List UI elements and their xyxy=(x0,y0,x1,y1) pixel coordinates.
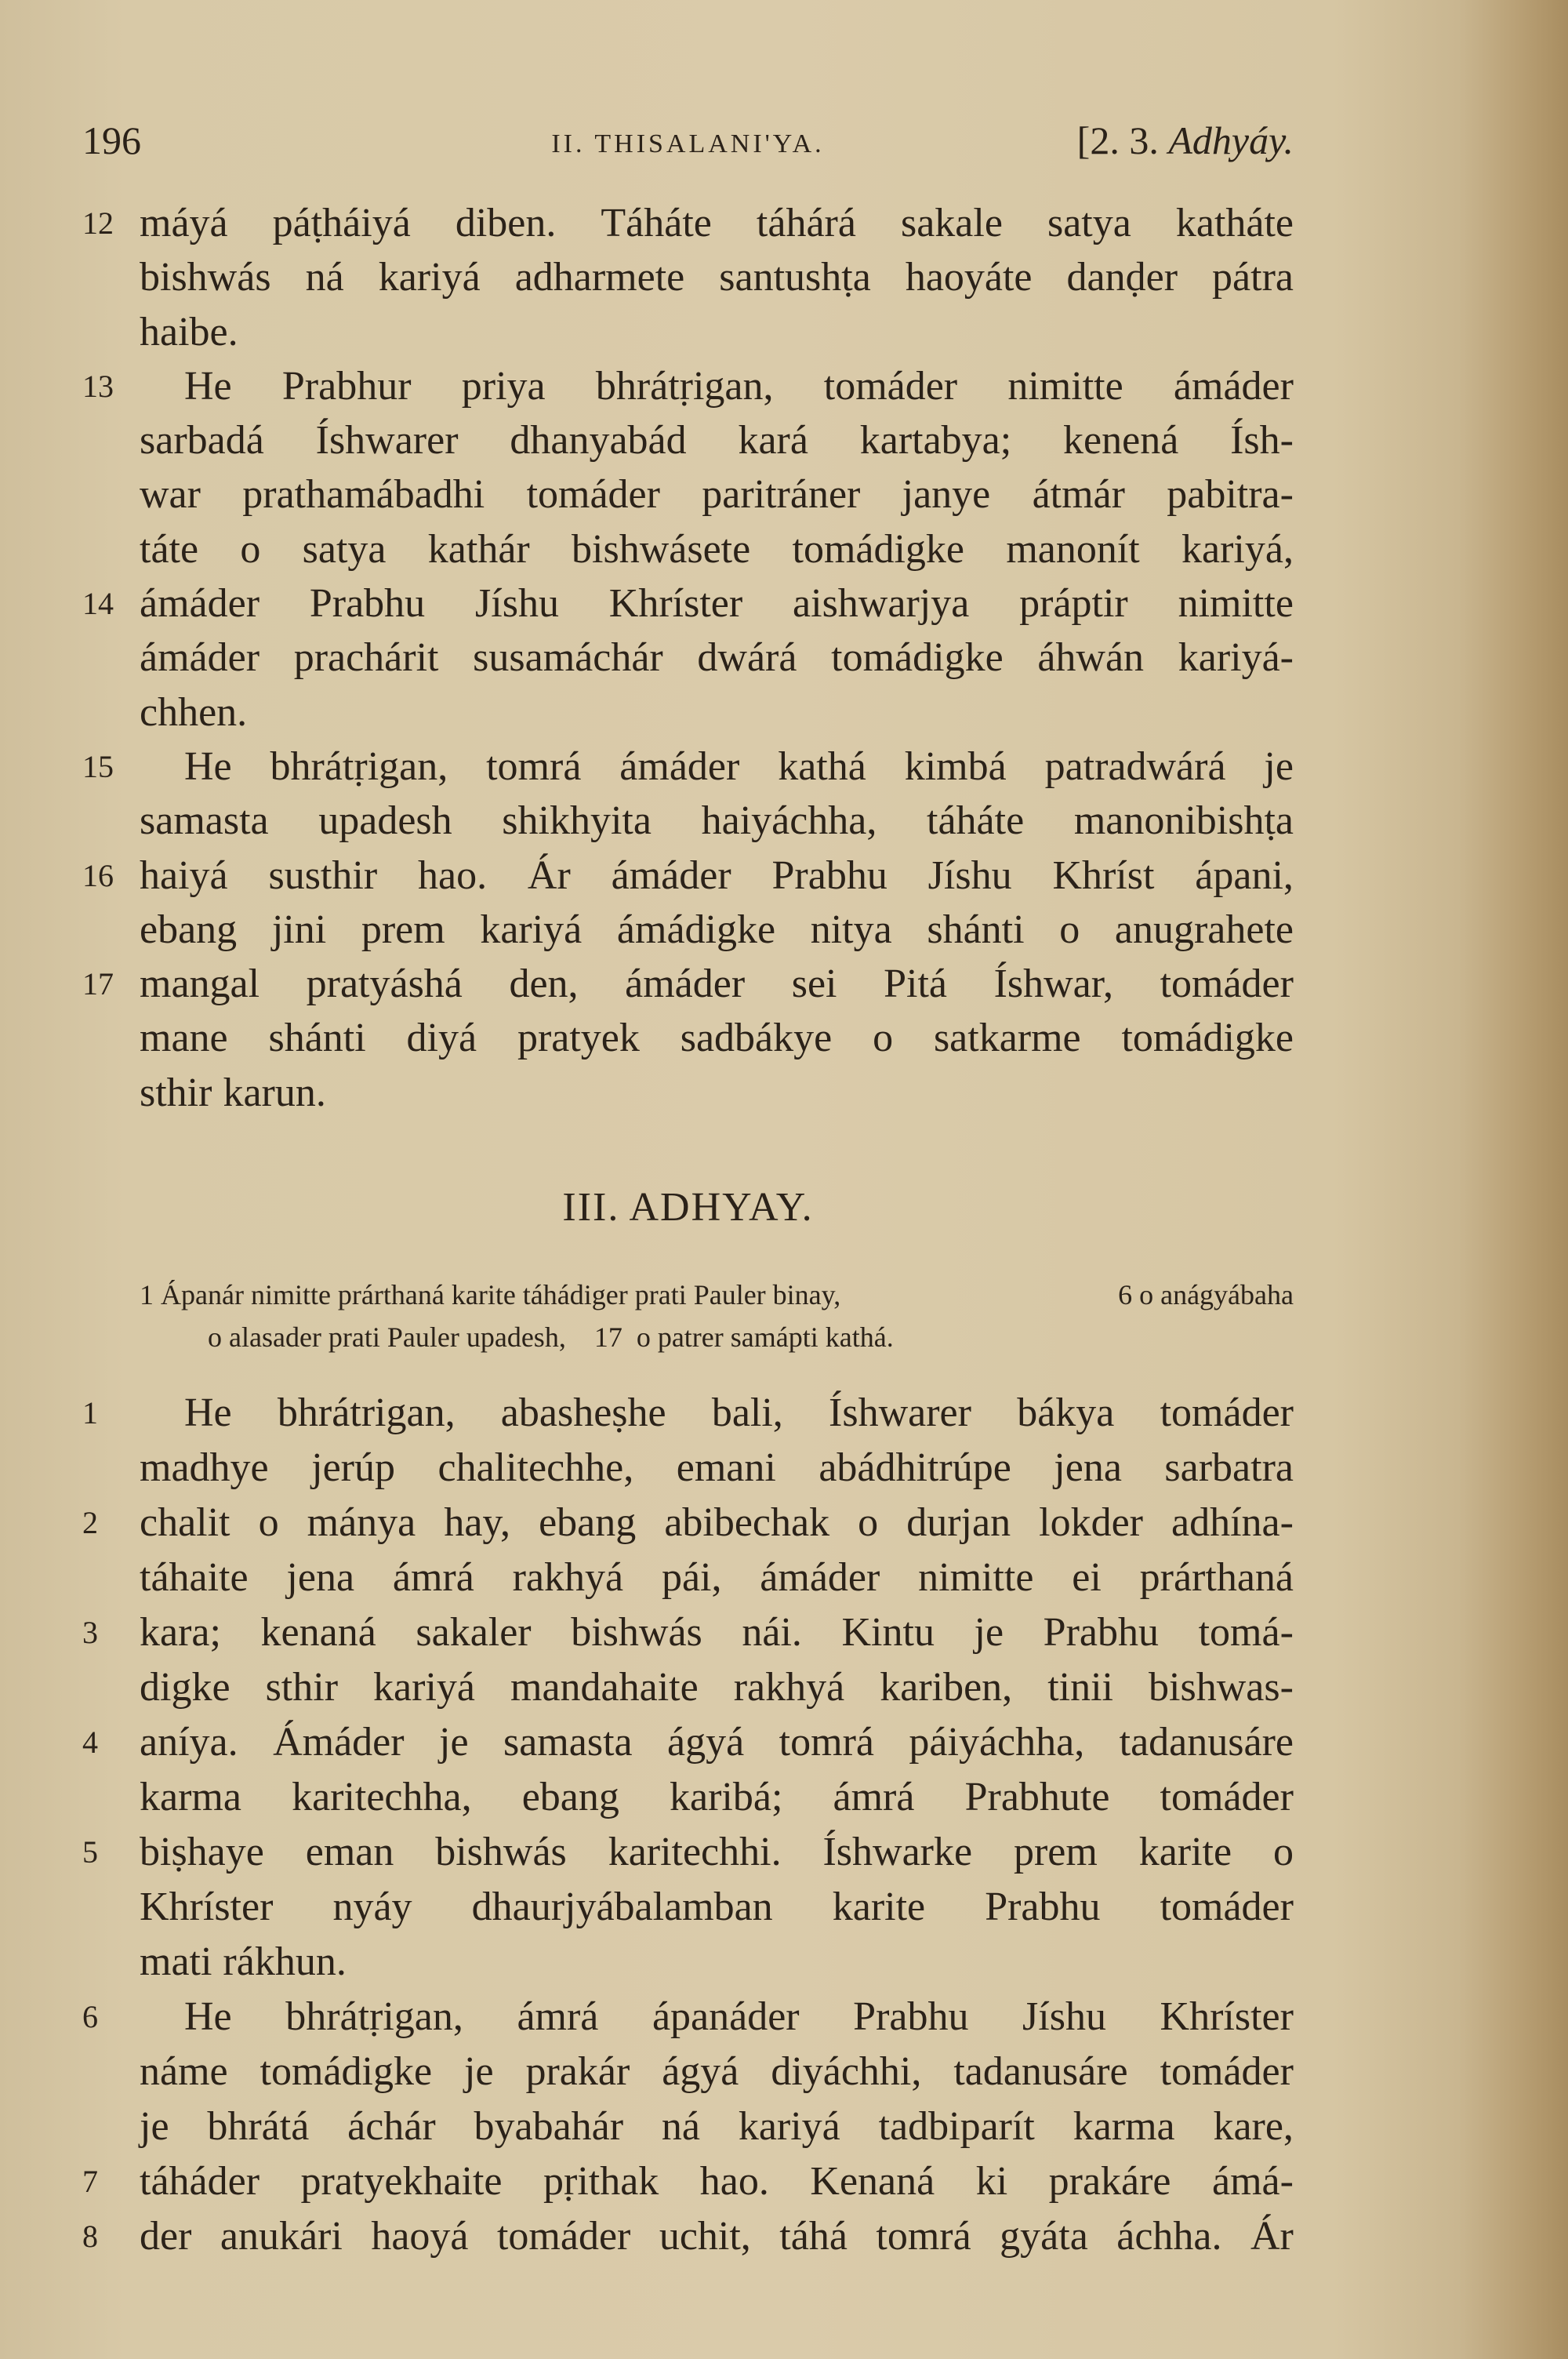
verse-number: 2 xyxy=(82,1505,98,1540)
text-line xyxy=(82,1386,1294,1441)
line-text: karma karitechha, ebang karibá; ámrá Prabhute tomáder xyxy=(140,1775,1294,1819)
verse-number: 1 xyxy=(82,1395,98,1430)
line-text: der anukári haoyá tomáder uchit, táhá tomrá gyáta áchha. Ár xyxy=(140,2214,1294,2259)
text-line xyxy=(82,413,1294,467)
text-line xyxy=(82,1550,1294,1605)
text-line xyxy=(82,196,1294,250)
text-line xyxy=(82,631,1294,685)
text-line xyxy=(82,849,1294,903)
text-line xyxy=(82,467,1294,522)
text-line xyxy=(82,250,1294,304)
line-text: kara; kenaná sakaler bishwás nái. Kintu je Prabhu tomá- xyxy=(140,1610,1294,1655)
line-text: bishwás ná kariyá adharmete santushṭa haoyáte danḍer pátra xyxy=(140,255,1294,300)
line-text: mangal pratyáshá den, ámáder sei Pitá Íshwar, tomáder xyxy=(140,961,1294,1007)
line-text: mati rákhun. xyxy=(140,1939,347,1984)
line-text: máyá páṭháiyá diben. Táháte táhárá sakale satya katháte xyxy=(140,201,1294,245)
line-text: chalit o mánya hay, ebang abibechak o durjan lokder adhína- xyxy=(140,1500,1294,1545)
line-text: aníya. Ámáder je samasta ágyá tomrá páiyáchha, tadanusáre xyxy=(140,1720,1294,1765)
line-text: ámáder prachárit susamáchár dwárá tomádigke áhwán kariyá- xyxy=(140,635,1294,681)
page-number: 196 xyxy=(82,118,141,162)
summary-part: 6 o anágyábaha xyxy=(1118,1279,1294,1310)
text-line xyxy=(82,957,1294,1011)
line-text: samasta upadesh shikhyita haiyáchha, táháte manonibishṭa xyxy=(140,798,1294,844)
chapter-2-verses xyxy=(82,196,1294,1120)
verse-number: 8 xyxy=(82,2219,98,2254)
verse-number: 12 xyxy=(82,205,114,241)
verse-number: 17 xyxy=(82,966,114,1002)
chapter-heading: III. ADHYAY. xyxy=(562,1185,814,1230)
line-text: madhye jerúp chalitechhe, emani abádhitrúpe jena sarbatra xyxy=(140,1445,1294,1490)
text-line xyxy=(82,359,1294,413)
text-line xyxy=(82,1880,1294,1935)
line-text: náme tomádigke je prakár ágyá diyáchhi, tadanusáre tomáder xyxy=(140,2049,1294,2094)
section-reference xyxy=(1077,118,1294,163)
verse-number: 13 xyxy=(82,368,114,404)
chapter-3-verses xyxy=(82,1386,1294,2259)
line-text: sarbadá Íshwarer dhanyabád kará kartabya; kenená Ísh- xyxy=(140,418,1294,463)
verse-number: 16 xyxy=(82,857,114,893)
line-text: je bhrátá áchár byabahár ná kariyá tadbiparít karma kare, xyxy=(140,2104,1294,2149)
summary-part: 1 Ápanár nimitte prárthaná karite táhádiger prati Pauler binay, xyxy=(140,1279,841,1310)
running-title: II. THISALANI'YA. xyxy=(551,129,825,158)
line-text: He bhrátṛigan, ámrá ápanáder Prabhu Jíshu Khríster xyxy=(184,1994,1294,2039)
line-text: táte o satya kathár bishwásete tomádigke manonít kariyá, xyxy=(140,526,1294,572)
line-text: chhen. xyxy=(140,689,248,735)
text-line xyxy=(82,522,1294,576)
text-line xyxy=(82,1770,1294,1825)
text-line xyxy=(82,1496,1294,1550)
text-line xyxy=(82,1441,1294,1496)
line-text: haiyá susthir hao. Ár ámáder Prabhu Jíshu Khríst ápani, xyxy=(140,852,1294,898)
line-text: sthir karun. xyxy=(140,1070,326,1115)
verse-number: 4 xyxy=(82,1725,98,1760)
line-text: táháder pratyekhaite pṛithak hao. Kenaná ki prakáre ámá- xyxy=(140,2159,1294,2204)
text-line xyxy=(82,2209,1294,2264)
section-prefix: [2. 3. xyxy=(1076,118,1159,162)
text-line xyxy=(82,2154,1294,2209)
text-line xyxy=(82,685,1294,740)
verse-number: 3 xyxy=(82,1615,98,1650)
text-line xyxy=(82,1011,1294,1065)
text-line xyxy=(82,1605,1294,1660)
chapter-summary-line-1 xyxy=(140,1278,1294,1311)
chapter-summary-line-2: o alasader prati Pauler upadesh, 17 o patrer samápti kathá. xyxy=(208,1321,894,1353)
text-line xyxy=(82,576,1294,631)
line-text: mane shánti diyá pratyek sadbákye o satkarme tomádigke xyxy=(140,1016,1294,1061)
verse-number: 14 xyxy=(82,586,114,622)
text-line xyxy=(82,1066,1294,1120)
section-word: Adhyáy. xyxy=(1168,118,1294,162)
text-line xyxy=(82,1660,1294,1715)
line-text: táhaite jena ámrá rakhyá pái, ámáder nimitte ei prárthaná xyxy=(140,1555,1294,1600)
verse-number: 5 xyxy=(82,1834,98,1870)
text-line xyxy=(82,794,1294,848)
text-line xyxy=(82,740,1294,794)
line-text: He bhrátrigan, abasheṣhe bali, Íshwarer bákya tomáder xyxy=(184,1390,1294,1435)
line-text: He bhrátṛigan, tomrá ámáder kathá kimbá patradwárá je xyxy=(184,743,1294,789)
text-line xyxy=(82,2099,1294,2154)
line-text: digke sthir kariyá mandahaite rakhyá kariben, tinii bishwas- xyxy=(140,1665,1294,1710)
text-line xyxy=(82,1990,1294,2045)
line-text: He Prabhur priya bhrátṛigan, tomáder nimitte ámáder xyxy=(184,363,1294,409)
verse-number: 15 xyxy=(82,748,114,784)
text-line xyxy=(82,1715,1294,1770)
line-text: war prathamábadhi tomáder paritráner janye átmár pabitra- xyxy=(140,472,1294,518)
line-text: Khríster nyáy dhaurjyábalamban karite Prabhu tomáder xyxy=(140,1885,1294,1929)
verse-number: 6 xyxy=(82,1999,98,2034)
text-line xyxy=(82,903,1294,957)
line-text: biṣhaye eman bishwás karitechhi. Íshwarke prem karite o xyxy=(140,1830,1294,1874)
text-line xyxy=(82,305,1294,359)
line-text: ámáder Prabhu Jíshu Khríster aishwarjya práptir nimitte xyxy=(140,581,1294,627)
text-line xyxy=(82,1825,1294,1880)
line-text: haibe. xyxy=(140,309,238,354)
verse-number: 7 xyxy=(82,2164,98,2199)
text-line xyxy=(82,1935,1294,1990)
text-line xyxy=(82,2045,1294,2099)
line-text: ebang jini prem kariyá ámádigke nitya shánti o anugrahete xyxy=(140,907,1294,952)
